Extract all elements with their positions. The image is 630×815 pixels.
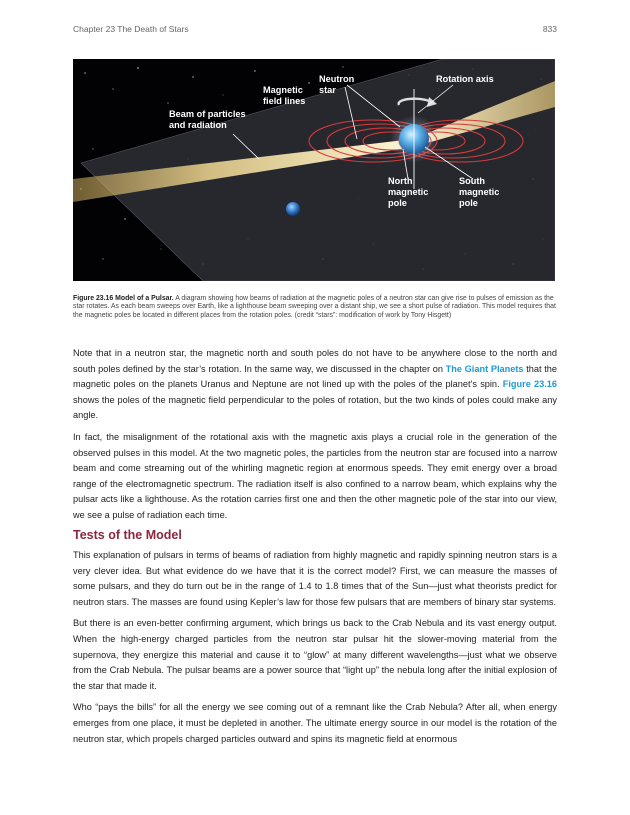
page-number: 833 bbox=[542, 24, 557, 34]
label-neutron-star: Neutron star bbox=[319, 74, 355, 95]
label-south-pole: South magnetic pole bbox=[459, 176, 500, 208]
body-section-2 bbox=[73, 548, 557, 753]
earth bbox=[286, 202, 300, 216]
chapter-title: Chapter 23 The Death of Stars bbox=[73, 24, 189, 34]
paragraph-5: Who “pays the bills” for all the energy we see coming out of a remnant like the Crab Nebula? After all, when energy emerges from one place, it must be depleted in another. The ultimate energy source in our model is the rotation of the neutron star, which propels charged particles outward and spins its magnetic field at enormous bbox=[73, 702, 557, 744]
paragraph-4: But there is an even-better confirming argument, which brings us back to the Crab Nebula and its vast energy output. When the high-energy charged particles from the neutron star pulsar hit the slower-moving material from the supernova, they energize this material and cause it to “glow” at many different wavelengths—just what we observe from the Crab Nebula. The pulsar beams are a power source that “light up” the nebula long after the initial explosion of the star that made it. bbox=[73, 618, 557, 691]
label-north-pole: North magnetic pole bbox=[388, 176, 429, 208]
label-beam: Beam of particles and radiation bbox=[169, 109, 246, 130]
paragraph-3: This explanation of pulsars in terms of beams of radiation from highly magnetic and rapidly spinning neutron stars is a very clever idea. But what evidence do we have that it is the correct model? First, we can measure the masses of some pulsars, and they do turn out be in the range of 1.4 to 1.8 times that of the Sun—just what theorists predict for neutron stars. The masses are found using Kepler’s law for those few pulsars that are members of binary star systems. bbox=[73, 550, 557, 607]
paragraph-1-text-b: that the magnetic poles on the planets Uranus and Neptune are not lined up with the poles of the planet’s spin. bbox=[73, 363, 557, 390]
paragraph-1 bbox=[73, 346, 557, 424]
link-figure-23-16[interactable]: Figure 23.16 bbox=[502, 379, 557, 390]
caption-text: A diagram showing how beams of radiation at the magnetic poles of a neutron star can give rise to pulses of emission as the star rotates. As each beam sweeps over Earth, like a lighthouse beam sweeping over a distant ship, we see a short pulse of radiation. This model requires that the magnetic poles be located in different places from the rotation poles. (credit “stars”: modification of work by Tony Hisgett) bbox=[73, 295, 556, 319]
paragraph-2: In fact, the misalignment of the rotational axis with the magnetic axis plays a crucial role in the generation of the observed pulses in this model. At the two magnetic poles, the particles from the neutron star are focused into a narrow beam and come streaming out of the whirling magnetic region at enormous speeds. They emit energy over a broad range of the electromagnetic spectrum. The radiation itself is also confined to a narrow beam, which explains why the pulsar acts like a lighthouse. As the rotation carries first one and then the other magnetic pole of the star into our view, we see a pulse of radiation each time. bbox=[73, 431, 557, 520]
caption-title: Figure 23.16 Model of a Pulsar. bbox=[73, 295, 174, 302]
pulsar-illustration bbox=[73, 59, 555, 281]
label-field-lines: Magnetic field lines bbox=[263, 85, 306, 106]
link-giant-planets[interactable]: The Giant Planets bbox=[445, 363, 524, 374]
body-section-1 bbox=[73, 346, 557, 530]
pulsar-figure bbox=[73, 59, 555, 281]
page-header bbox=[73, 24, 557, 36]
paragraph-1-text-a: Note that in a neutron star, the magnetic north and south poles do not have to be anywhere close to the north and south poles defined by the star’s rotation. In the same way, we discussed in the chapter on bbox=[73, 348, 557, 374]
paragraph-1-text-c: shows the poles of the magnetic field perpendicular to the poles of rotation, but the two kinds of poles could make any angle. bbox=[73, 394, 557, 421]
section-heading-tests: Tests of the Model bbox=[73, 528, 182, 542]
figure-caption bbox=[73, 295, 557, 320]
label-rotation-axis: Rotation axis bbox=[436, 74, 494, 84]
